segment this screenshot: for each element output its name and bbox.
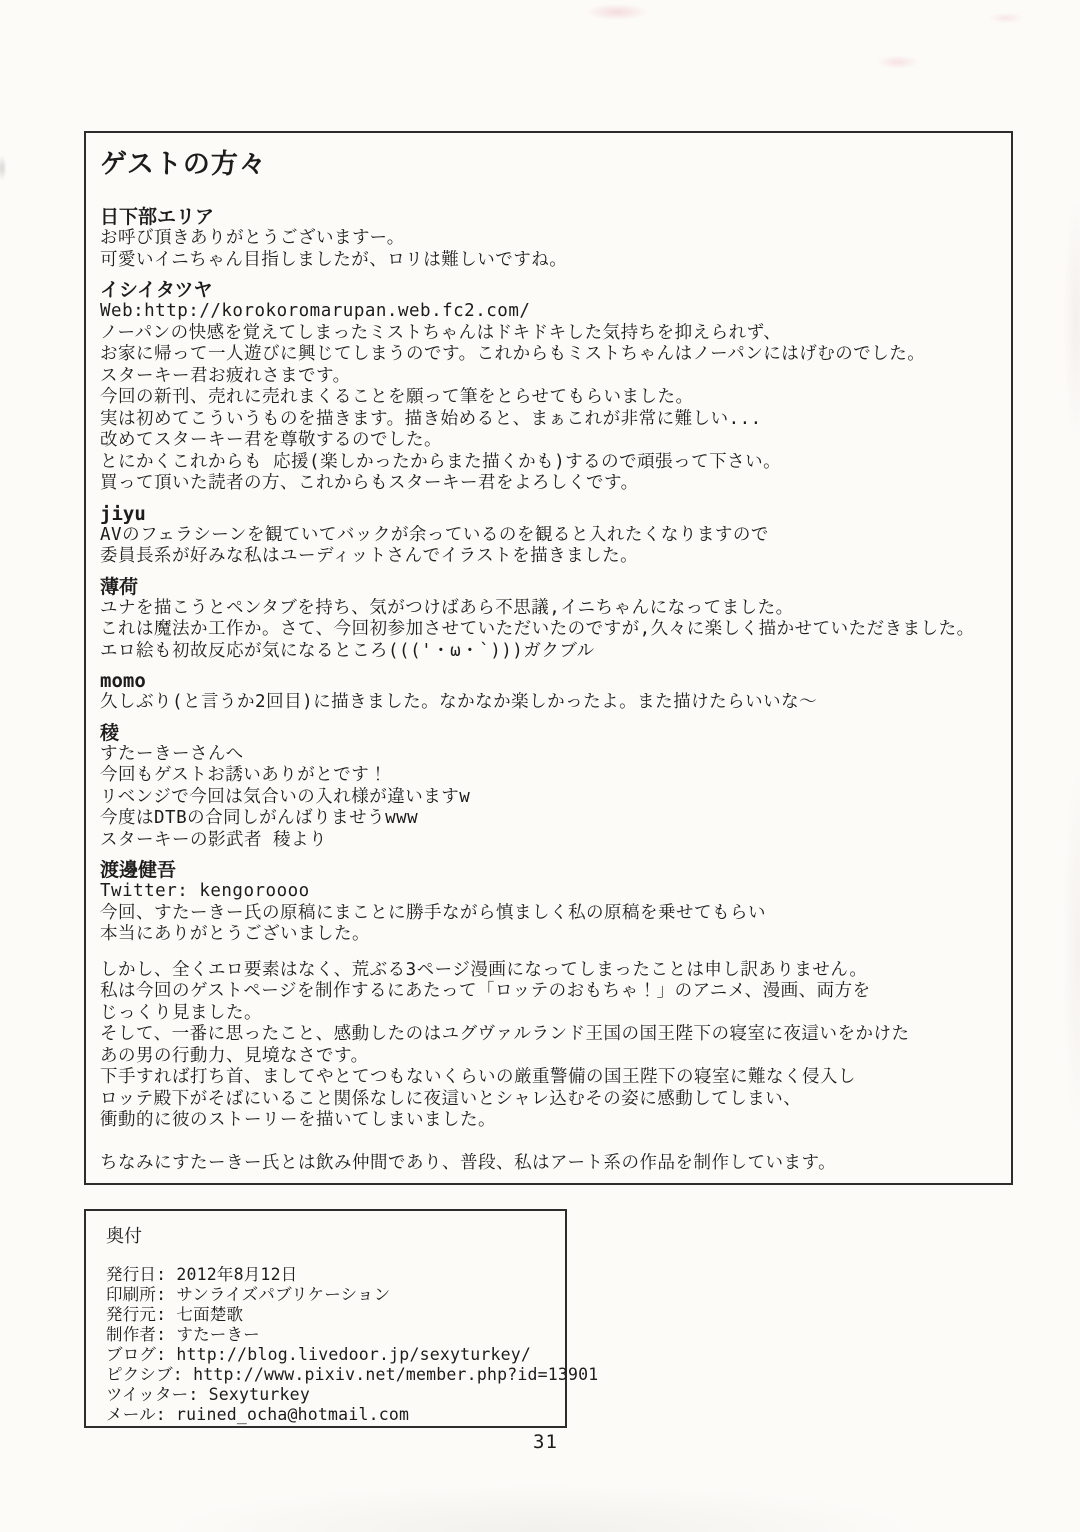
- guest-name: 稜: [100, 721, 120, 744]
- guest-line: 今回の新刊、売れに売れまくることを願って筆をとらせてもらいました。: [100, 387, 694, 407]
- page-title: ゲストの方々: [100, 149, 267, 180]
- colophon-line: 発行日: 2012年8月12日: [106, 1265, 298, 1284]
- colophon-line: 印刷所: サンライズパブリケーション: [106, 1285, 391, 1304]
- guest-line: しかし、全くエロ要素はなく、荒ぶる3ページ漫画になってしまったことは申し訳ありません。: [100, 959, 868, 980]
- guest-line: じっくり見ました。: [100, 1002, 262, 1023]
- colophon-line: ピクシブ: http://www.pixiv.net/member.php?id=13901: [106, 1365, 599, 1384]
- guest-section: [100, 576, 1001, 663]
- guest-sections: [100, 206, 1001, 1174]
- guest-line: 私は今回のゲストページを制作するにあたって「ロッテのおもちゃ！」のアニメ、漫画、両方を: [100, 981, 871, 1001]
- guest-comments-box: [84, 131, 1013, 1185]
- guest-section: [100, 503, 1001, 568]
- guest-line: リベンジで今回は気合いの入れ様が違いますw: [100, 786, 471, 807]
- guest-line: スターキーの影武者 稜より: [100, 829, 328, 850]
- guest-line: 久しぶり(と言うか2回目)に描きました。なかなか楽しかったよ。また描けたらいいな〜: [100, 692, 818, 712]
- guest-name: 渡邊健吾: [100, 859, 177, 881]
- guest-line: そして、一番に思ったこと、感動したのはユグヴァルランド王国の国王陛下の寝室に夜這いをかけた: [100, 1024, 910, 1044]
- colophon-title: 奥付: [106, 1226, 142, 1247]
- guest-section: [100, 206, 1001, 271]
- guest-name: 日下部エリア: [100, 206, 215, 228]
- guest-line: Twitter: kengoroooo: [100, 881, 310, 901]
- colophon-line: 制作者: すたーきー: [106, 1325, 260, 1344]
- page-number: 31: [533, 1431, 558, 1453]
- guest-line: スターキー君お疲れさまです。: [100, 365, 351, 386]
- guest-name: 薄荷: [100, 575, 139, 598]
- colophon-line: メール: ruined_ocha@hotmail.com: [106, 1405, 410, 1424]
- guest-line: 今回もゲストお誘いありがとです！: [100, 765, 388, 785]
- guest-name: jiyu: [100, 502, 146, 525]
- guest-name: イシイタツヤ: [100, 279, 213, 301]
- guest-line: お家に帰って一人遊びに興じてしまうのです。これからもミストちゃんはノーパンにはげむのでした。: [100, 344, 926, 364]
- guest-line: AVのフェラシーンを観ていてバックが余っているのを観ると入れたくなりますので: [100, 524, 769, 545]
- guest-line: 今度はDTBの合同しがんばりませうwww: [100, 808, 419, 828]
- guest-line: ノーパンの快感を覚えてしまったミストちゃんはドキドキした気持ちを抑えられず、: [100, 322, 782, 343]
- colophon-line: ブログ: http://blog.livedoor.jp/sexyturkey/: [106, 1345, 532, 1364]
- guest-line: 下手すれば打ち首、ましてやとてつもないくらいの厳重警備の国王陛下の寝室に難なく侵入し: [100, 1067, 856, 1087]
- guest-line: お呼び頂きありがとうございますー。: [100, 228, 405, 248]
- guest-section: [100, 279, 1001, 495]
- guest-line: これは魔法か工作か。さて、今回初参加させていただいたのですが,久々に楽しく描かせていただきました。: [100, 619, 975, 639]
- guest-line: ちなみにすたーきー氏とは飲み仲間であり、普段、私はアート系の作品を制作しています。: [100, 1152, 837, 1173]
- colophon-line: ツイッター: Sexyturkey: [106, 1385, 310, 1404]
- guest-section: [100, 722, 1001, 852]
- guest-line: エロ絵も初故反応が気になるところ((('・ω・`)))ガクブル: [100, 640, 595, 661]
- guest-line: 衝動的に彼のストーリーを描いてしまいました。: [100, 1110, 496, 1130]
- guest-line: 買って頂いた読者の方、これからもスターキー君をよろしくです。: [100, 473, 639, 493]
- guest-line: 改めてスターキー君を尊敬するのでした。: [100, 430, 442, 450]
- guest-name: momo: [100, 670, 146, 692]
- guest-line: 今回、すたーきー氏の原稿にまことに勝手ながら慎ましく私の原稿を乗せてもらい: [100, 902, 766, 923]
- paragraph-gap: [100, 1132, 1001, 1153]
- guest-line: ロッテ殿下がそばにいること関係なしに夜這いとシャレ込むその姿に感動してしまい、: [100, 1088, 802, 1109]
- paragraph-gap: [100, 946, 1001, 960]
- guest-line: 実は初めてこういうものを描きます。描き始めると、まぁこれが非常に難しい...: [100, 408, 762, 429]
- guest-line: とにかくこれからも 応援(楽しかったからまた描くかも)するので頑張って下さい。: [100, 451, 782, 472]
- guest-line: 可愛いイニちゃん目指しましたが、ロリは難しいですね。: [100, 249, 568, 270]
- guest-line: すたーきーさんへ: [100, 743, 244, 764]
- guest-line: 委員長系が好みな私はユーディットさんでイラストを描きました。: [100, 546, 639, 566]
- colophon-lines: [106, 1265, 599, 1425]
- guest-section: [100, 859, 1001, 1174]
- guest-line: ユナを描こうとペンタブを持ち、気がつけばあら不思議,イニちゃんになってました。: [100, 597, 794, 618]
- colophon-line: 発行元: 七面楚歌: [106, 1305, 244, 1324]
- guest-section: [100, 670, 1001, 714]
- guest-line: Web:http://korokoromarupan.web.fc2.com/: [100, 301, 531, 321]
- guest-line: あの男の行動力、見境なさです。: [100, 1045, 369, 1066]
- guest-line: 本当にありがとうございました。: [100, 924, 370, 944]
- colophon-box: [84, 1209, 599, 1428]
